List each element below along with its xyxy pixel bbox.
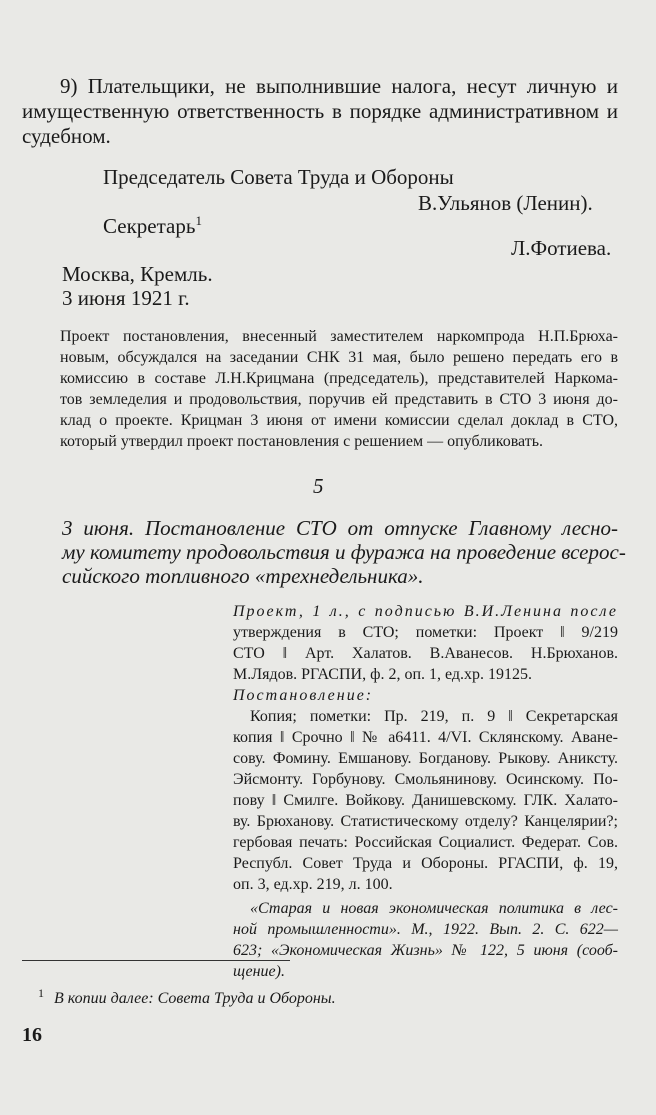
document-title-line: 3 июня. Постановление СТО от отпуске Главному лесно-: [62, 516, 618, 540]
archive-line: Республ. Совет Труда и Обороны. РГАСПИ, ф. 19,: [233, 855, 618, 872]
archive-line: «Старая и новая экономическая политика в лес-: [250, 900, 618, 917]
clause-line: судебном.: [22, 124, 111, 148]
archive-line: Копия; пометки: Пр. 219, п. 9 ‖ Секретарская: [250, 708, 618, 725]
footnote-reference: 1: [195, 213, 202, 228]
secretary-title: [103, 213, 202, 239]
page-number: 16: [22, 1024, 42, 1046]
archive-line: М.Лядов. РГАСПИ, ф. 2, оп. 1, ед.хр. 19125.: [233, 666, 533, 683]
archive-line: Проект, 1 л., с подписью В.И.Ленина после: [233, 603, 618, 620]
footnote-text: В копии далее: Совета Труда и Обороны.: [54, 990, 336, 1008]
archive-line: копия ‖ Срочно ‖ № а6411. 4/VI. Склянскому. Аване-: [233, 729, 618, 746]
note-line: новым, обсуждался на заседании СНК 31 мая, было решено передать его в: [60, 349, 618, 366]
archive-line: щение).: [233, 963, 285, 980]
chair-name: В.Ульянов (Ленин).: [418, 191, 593, 215]
note-line: тов земледелия и продовольствия, поручив ей представить в СТО 3 июня до-: [60, 391, 618, 408]
archive-line: пову ‖ Смилге. Войкову. Данишевскому. ГЛК. Халато-: [233, 792, 618, 809]
archive-line: 623; «Экономическая Жизнь» № 122, 5 июня (сооб-: [233, 942, 618, 959]
note-line: клад о проекте. Крицман 3 июня от имени комиссии сделал доклад в СТО,: [60, 412, 618, 429]
archive-line: Постановление:: [233, 687, 374, 704]
clause-line: имущественную ответственность в порядке административном и: [22, 99, 618, 123]
archive-line: ной промышленности». М., 1922. Вып. 2. С. 622—: [233, 921, 618, 938]
archive-line: гербовая печать: Российская Социалист. Федерат. Сов.: [233, 834, 618, 851]
note-line: комиссию в составе Л.Н.Крицмана (председатель), представителей Наркома-: [60, 370, 618, 387]
secretary-title-text: Секретарь: [103, 214, 196, 238]
place: Москва, Кремль.: [62, 262, 213, 286]
chair-title: Председатель Совета Труда и Обороны: [103, 165, 454, 189]
document-title-line: му комитету продовольствия и фуража на проведение всерос-: [62, 540, 626, 564]
clause-line: 9) Плательщики, не выполнившие налога, несут личную и: [60, 74, 618, 98]
archive-line: СТО ‖ Арт. Халатов. В.Аванесов. Н.Брюханов.: [233, 645, 618, 662]
footnote-rule: [22, 960, 290, 961]
date: 3 июня 1921 г.: [62, 286, 190, 310]
archive-line: сову. Фомину. Емшанову. Богданову. Рыкову. Аниксту.: [233, 750, 618, 767]
archive-line: ву. Брюханову. Статистическому отделу? Канцелярии?;: [233, 813, 618, 830]
footnote-mark: 1: [38, 986, 44, 1000]
archive-line: Эйсмонту. Горбунову. Смольянинову. Осинскому. По-: [233, 771, 618, 788]
secretary-name: Л.Фотиева.: [511, 236, 612, 260]
document-title-line: сийского топливного «трехнедельника».: [62, 564, 424, 588]
archive-line: утверждения в СТО; пометки: Проект ‖ 9/219: [233, 624, 618, 641]
document-number: 5: [313, 474, 324, 498]
note-line: Проект постановления, внесенный заместителем наркомпрода Н.П.Брюха-: [60, 328, 618, 345]
note-line: который утвердил проект постановления с решением — опубликовать.: [60, 433, 544, 450]
archive-line: оп. 3, ед.хр. 219, л. 100.: [233, 876, 393, 893]
footnote: [38, 986, 336, 1008]
